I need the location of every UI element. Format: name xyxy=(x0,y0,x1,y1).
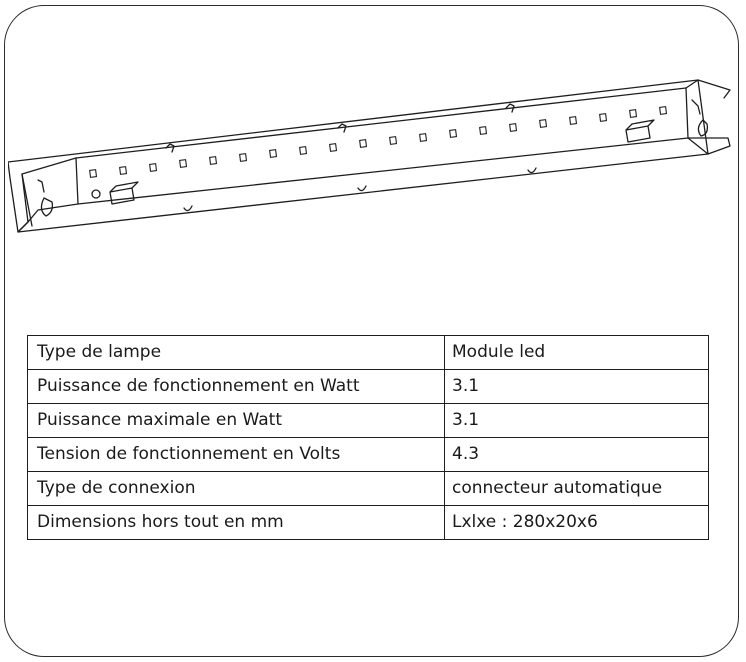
spec-label: Type de lampe xyxy=(28,336,445,370)
led-module-line-drawing xyxy=(8,70,738,250)
spec-value: 4.3 xyxy=(445,438,709,472)
screw-hole xyxy=(92,190,100,198)
table-row xyxy=(28,404,709,438)
right-slot xyxy=(692,100,700,114)
table-row xyxy=(28,506,709,540)
left-end-cap xyxy=(8,158,76,232)
channel-top-edge xyxy=(8,80,730,162)
table-row xyxy=(28,370,709,404)
right-end-cap xyxy=(686,80,708,154)
right-connector-block xyxy=(626,120,654,142)
specifications-table xyxy=(27,335,709,540)
spec-value: Module led xyxy=(445,336,709,370)
spec-value: 3.1 xyxy=(445,404,709,438)
bottom-notch-2 xyxy=(358,186,366,191)
left-clip xyxy=(41,198,52,216)
spec-label: Tension de fonctionnement en Volts xyxy=(28,438,445,472)
table-row xyxy=(28,438,709,472)
right-clip xyxy=(698,120,707,136)
bottom-notch-3 xyxy=(528,168,536,173)
table-row xyxy=(28,472,709,506)
spec-value: 3.1 xyxy=(445,370,709,404)
bottom-notch-1 xyxy=(184,206,192,211)
spec-label: Type de connexion xyxy=(28,472,445,506)
table-row xyxy=(28,336,709,370)
left-slot xyxy=(38,180,44,192)
spec-value: connecteur automatique xyxy=(445,472,709,506)
spec-label: Dimensions hors tout en mm xyxy=(28,506,445,540)
spec-label: Puissance de fonctionnement en Watt xyxy=(28,370,445,404)
spec-label: Puissance maximale en Watt xyxy=(28,404,445,438)
spec-value: Lxlxe : 280x20x6 xyxy=(445,506,709,540)
